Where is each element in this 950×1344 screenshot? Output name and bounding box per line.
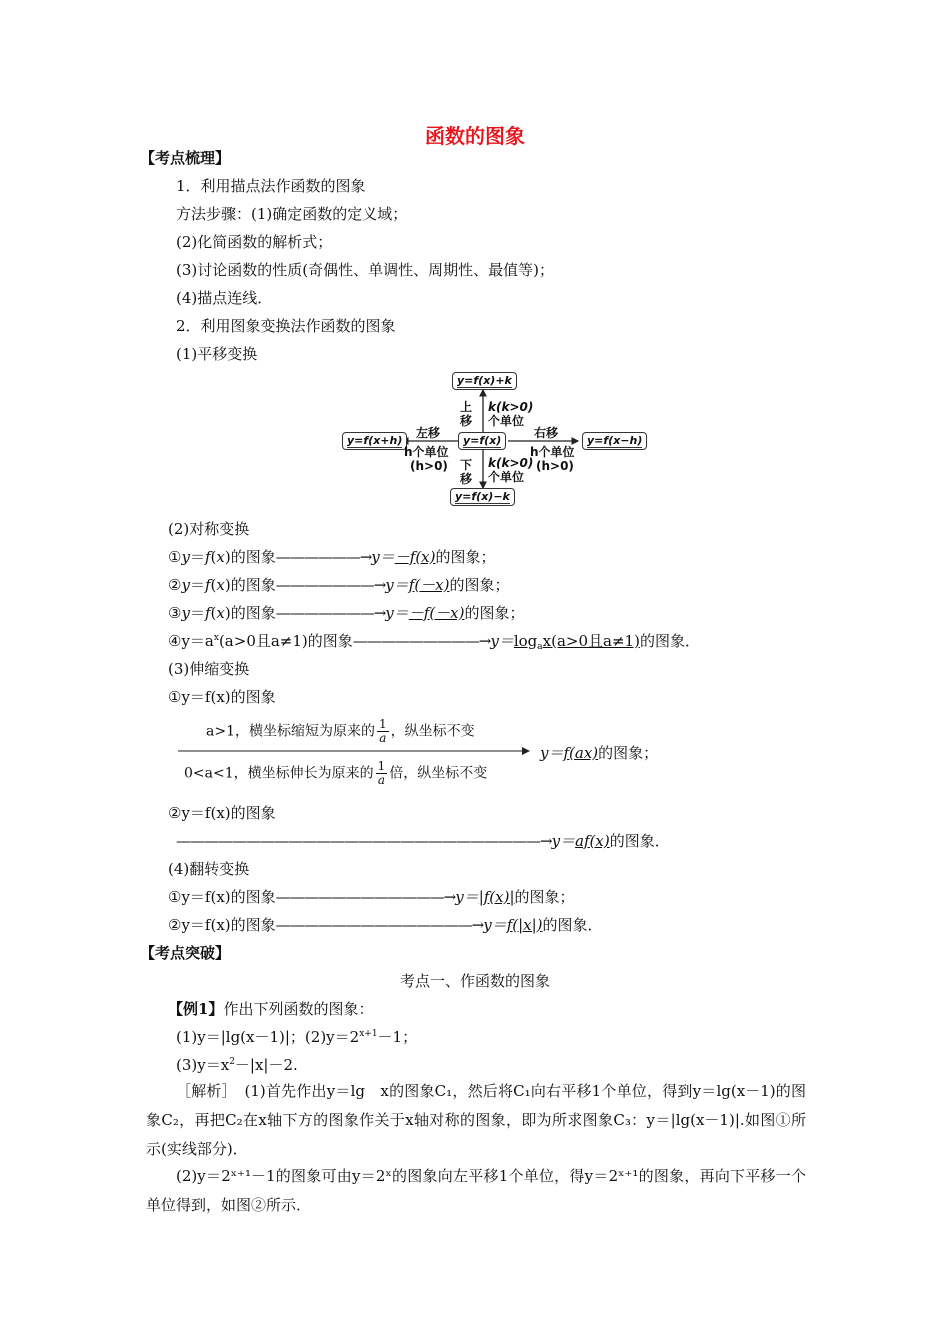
label-left-move: 左移 <box>416 426 441 440</box>
stretch-conditional-arrow <box>176 710 536 792</box>
fraction-1-over-a: $\frac{1}{a}$ <box>378 717 387 745</box>
symmetry-rule-3: ③y＝f(x)的图象———————→y＝－f(－x)的图象； <box>168 604 525 622</box>
label-up-unit: 个单位 <box>488 414 525 428</box>
section-heading-breakthrough: 【考点突破】 <box>140 944 231 962</box>
box-right: y=f(x−h) <box>582 432 647 450</box>
label-down-2: 移 <box>460 472 473 486</box>
stretch-heading: (3)伸缩变换 <box>168 660 250 678</box>
symmetry-heading: (2)对称变换 <box>168 520 250 538</box>
topic-1-heading: 考点一、作函数的图象 <box>399 972 550 990</box>
fraction-1-over-a-2: $\frac{1}{a}$ <box>377 759 386 787</box>
label-left-unit: h个单位 <box>404 445 449 459</box>
stretch-rule-1: ①y＝f(x)的图象 <box>168 688 276 706</box>
flip-rule-1: ①y＝f(x)的图象————————————→y＝|f(x)|的图象； <box>168 888 575 906</box>
method2-heading: 2．利用图象变换法作函数的图象 <box>176 317 396 335</box>
example-1-part-3: $(3)y=x^2-|x|-2$. <box>176 1056 298 1074</box>
stretch-rule-2: ②y＝f(x)的图象 <box>168 804 276 822</box>
example-1-question: 【例1】作出下列函数的图象： <box>168 1000 374 1018</box>
method1-step3: (3)讨论函数的性质(奇偶性、单调性、周期性、最值等)； <box>176 261 554 279</box>
box-top: y=f(x)+k <box>452 372 517 390</box>
box-center: y=f(x) <box>458 432 506 450</box>
method1-step1: 方法步骤：(1)确定函数的定义域； <box>176 205 408 223</box>
page-title: 函数的图象 <box>425 124 525 148</box>
label-down-unit: 个单位 <box>488 470 525 484</box>
section-heading-review: 【考点梳理】 <box>140 149 231 167</box>
label-down-k: k(k>0) <box>488 456 534 470</box>
stretch-cond-top: a>1，横坐标缩短为原来的 $\frac{1}{a}$ ，纵坐标不变 <box>206 717 475 745</box>
box-bottom: y=f(x)−k <box>450 488 515 506</box>
translation-diagram <box>340 370 644 512</box>
label-up-2: 移 <box>460 414 473 428</box>
stretch-cond-bottom: 0<a<1，横坐标伸长为原来的 $\frac{1}{a}$ 倍，纵坐标不变 <box>184 759 488 787</box>
label-up-k: k(k>0) <box>488 400 534 414</box>
flip-heading: (4)翻转变换 <box>168 860 250 878</box>
example-1-part-1-2: (1)y＝|lg(x－1)|；$(2)y=2^{x+1}-1$； <box>176 1028 418 1046</box>
label-up-1: 上 <box>460 400 473 414</box>
stretch-result-1: y＝f(ax)的图象； <box>540 744 659 762</box>
label-right-move: 右移 <box>534 426 559 440</box>
label-right-unit: h个单位 <box>530 445 575 459</box>
box-left: y=f(x+h) <box>342 432 407 450</box>
label-left-cond: (h>0) <box>410 459 448 473</box>
example-1-solution-2: (2)y＝2ˣ⁺¹－1的图象可由y＝2ˣ的图象向左平移1个单位，得y＝2ˣ⁺¹的图象，再向下平移一个单位得到，如图②所示． <box>146 1167 806 1214</box>
flip-rule-2: ②y＝f(x)的图象——————————————→y＝f(|x|)的图象． <box>168 916 603 934</box>
method1-step2: (2)化简函数的解析式； <box>176 233 333 251</box>
shift-heading: (1)平移变换 <box>176 345 258 363</box>
example-1-solution-1: ［解析］ (1)首先作出y＝lg x的图象C₁，然后将C₁向右平移1个单位，得到y＝lg(x－1)的图象C₂，再把C₂在x轴下方的图象作关于x轴对称的图象，即为所求图象C₃：y＝|lg(x－1)|.如图①所示(实线部分)． <box>146 1082 806 1158</box>
symmetry-rule-4: $④y=a^x(a>0$且a≠1)的图象$—————————\to y=\log_ax(a>0$且a≠1)的图象． <box>168 632 700 652</box>
symmetry-rule-2: ②y＝f(x)的图象———————→y＝f(－x)的图象； <box>168 576 510 594</box>
label-down-1: 下 <box>460 458 473 472</box>
method1-heading: 1．利用描点法作函数的图象 <box>176 177 366 195</box>
symmetry-rule-1: ①y＝f(x)的图象——————→y＝－f(x)的图象； <box>168 548 496 566</box>
label-right-cond: (h>0) <box>536 459 574 473</box>
stretch-rule-2-result: ——————————————————————————→y＝af(x)的图象． <box>176 832 670 850</box>
method1-step4: (4)描点连线． <box>176 289 273 307</box>
